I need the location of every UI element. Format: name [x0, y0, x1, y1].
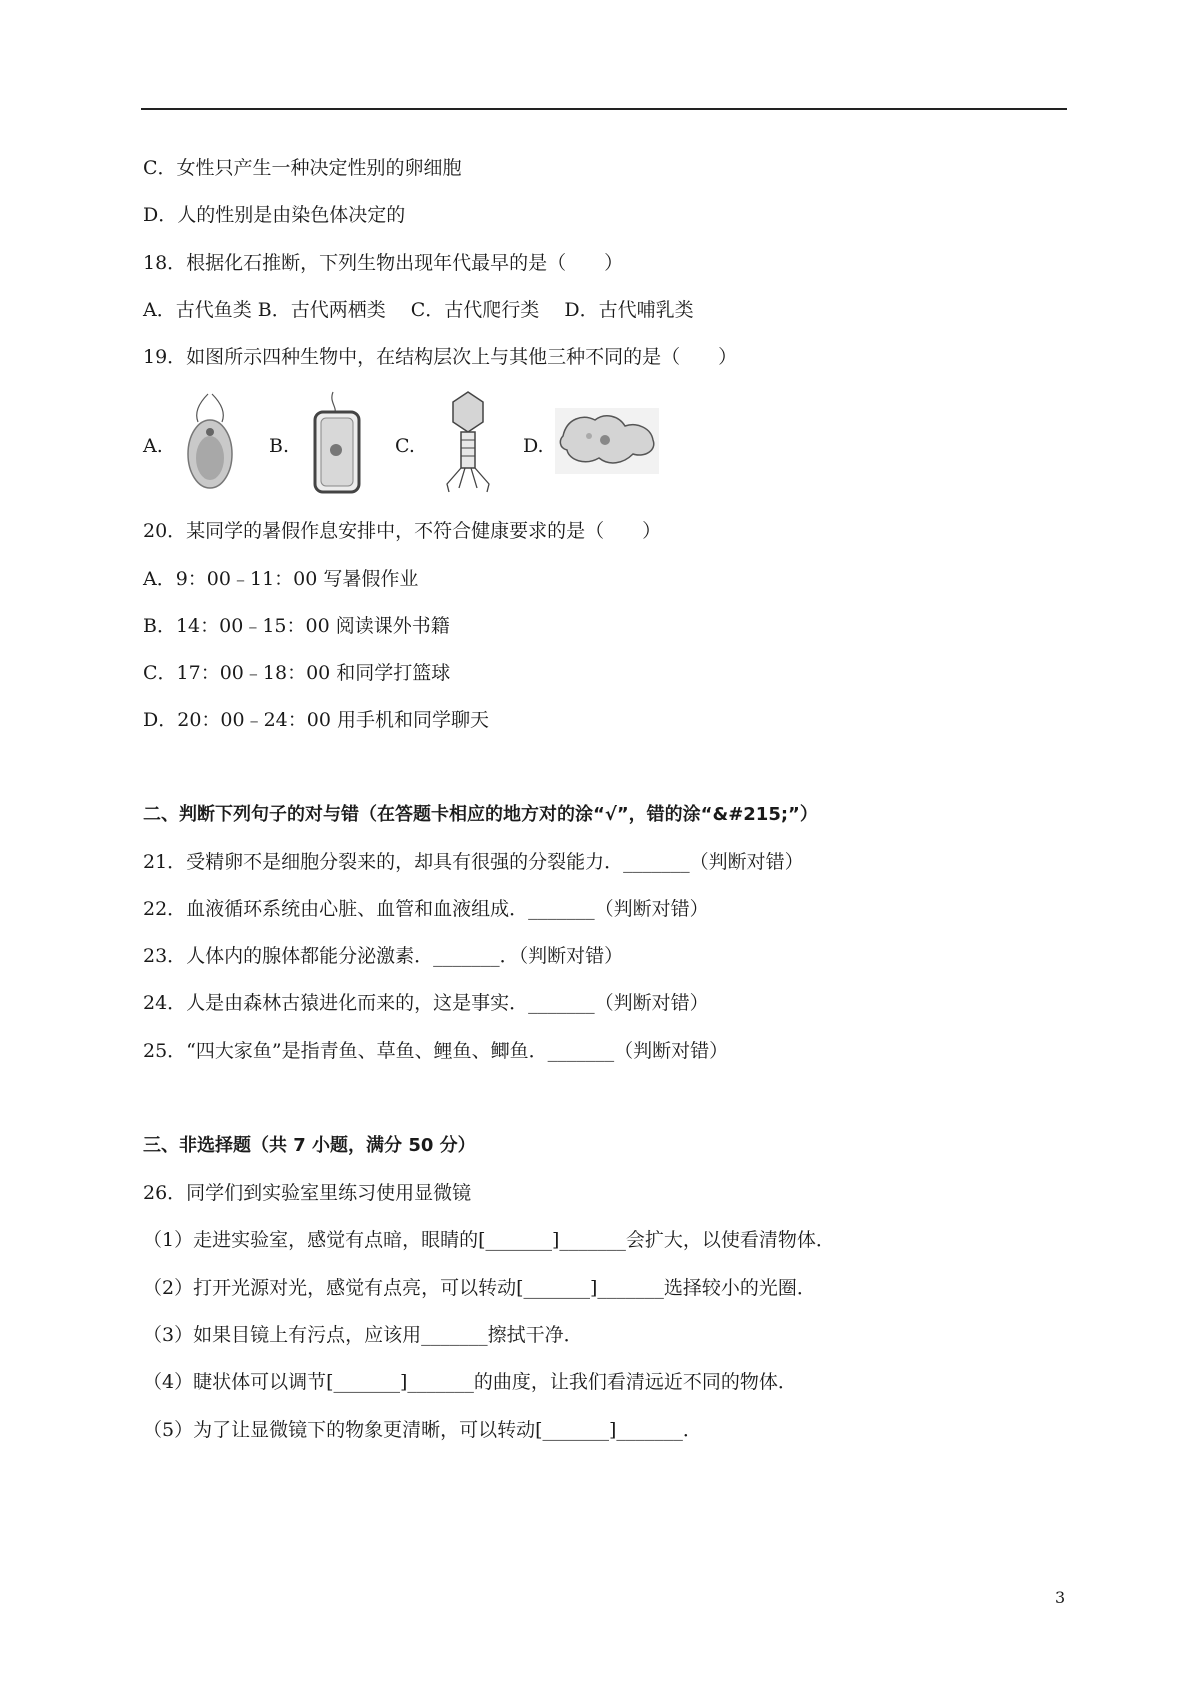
q20-option-c: C．17：00﹣18：00 和同学打篮球: [143, 662, 451, 684]
bacteriophage-illustration: [433, 388, 503, 496]
header-rule: [141, 108, 1067, 110]
q20-option-a: A．9：00﹣11：00 写暑假作业: [143, 568, 419, 590]
q20-option-b: B．14：00﹣15：00 阅读课外书籍: [143, 615, 450, 637]
q25: 25．“四大家鱼”是指青鱼、草鱼、鲤鱼、鲫鱼．_______（判断对错）: [143, 1040, 729, 1062]
q24: 24．人是由森林古猿进化而来的，这是事实．_______（判断对错）: [143, 992, 709, 1014]
q17-option-d: D．人的性别是由染色体决定的: [143, 204, 406, 226]
q26-stem: 26．同学们到实验室里练习使用显微镜: [143, 1182, 472, 1204]
q20-option-d: D．20：00﹣24：00 用手机和同学聊天: [143, 709, 489, 731]
q20-stem: 20．某同学的暑假作息安排中，不符合健康要求的是（ ）: [143, 520, 662, 542]
q19-label-b: B.: [269, 435, 290, 457]
q26-part-2: （2）打开光源对光，感觉有点亮，可以转动[_______]_______选择较小的光圈．: [143, 1277, 816, 1299]
section-two-heading: 二、判断下列句子的对与错（在答题卡相应的地方对的涂“√”，错的涂“&#215;”）: [143, 804, 818, 825]
q18-options: A．古代鱼类 B．古代两栖类 C．古代爬行类 D．古代哺乳类: [143, 299, 694, 321]
q19-figure-row: [143, 388, 1043, 500]
q18-stem: 18．根据化石推断，下列生物出现年代最早的是（ ）: [143, 252, 624, 274]
plant-cell-illustration: [303, 388, 373, 496]
q19-label-d: D.: [523, 435, 544, 457]
q26-part-3: （3）如果目镜上有污点，应该用_______擦拭干净．: [143, 1324, 583, 1346]
q19-label-c: C.: [395, 435, 415, 457]
q19-stem: 19．如图所示四种生物中，在结构层次上与其他三种不同的是（ ）: [143, 346, 738, 368]
section-three-heading: 三、非选择题（共 7 小题，满分 50 分）: [143, 1135, 476, 1156]
q21: 21．受精卵不是细胞分裂来的，却具有很强的分裂能力．_______（判断对错）: [143, 851, 804, 873]
q26-part-4: （4）睫状体可以调节[_______]_______的曲度，让我们看清远近不同的物体．: [143, 1371, 797, 1393]
chlamydomonas-illustration: [178, 388, 243, 496]
q26-part-1: （1）走进实验室，感觉有点暗，眼睛的[_______]_______会扩大，以使看清物体．: [143, 1229, 835, 1251]
q22: 22．血液循环系统由心脏、血管和血液组成．_______（判断对错）: [143, 898, 709, 920]
q26-part-5: （5）为了让显微镜下的物象更清晰，可以转动[_______]_______．: [143, 1419, 702, 1441]
q17-option-c: C．女性只产生一种决定性别的卵细胞: [143, 157, 462, 179]
q23: 23．人体内的腺体都能分泌激素．_______．（判断对错）: [143, 945, 624, 967]
q19-label-a: A.: [143, 435, 163, 457]
page-number: 3: [1055, 1588, 1066, 1607]
amoeba-illustration: [553, 388, 663, 496]
